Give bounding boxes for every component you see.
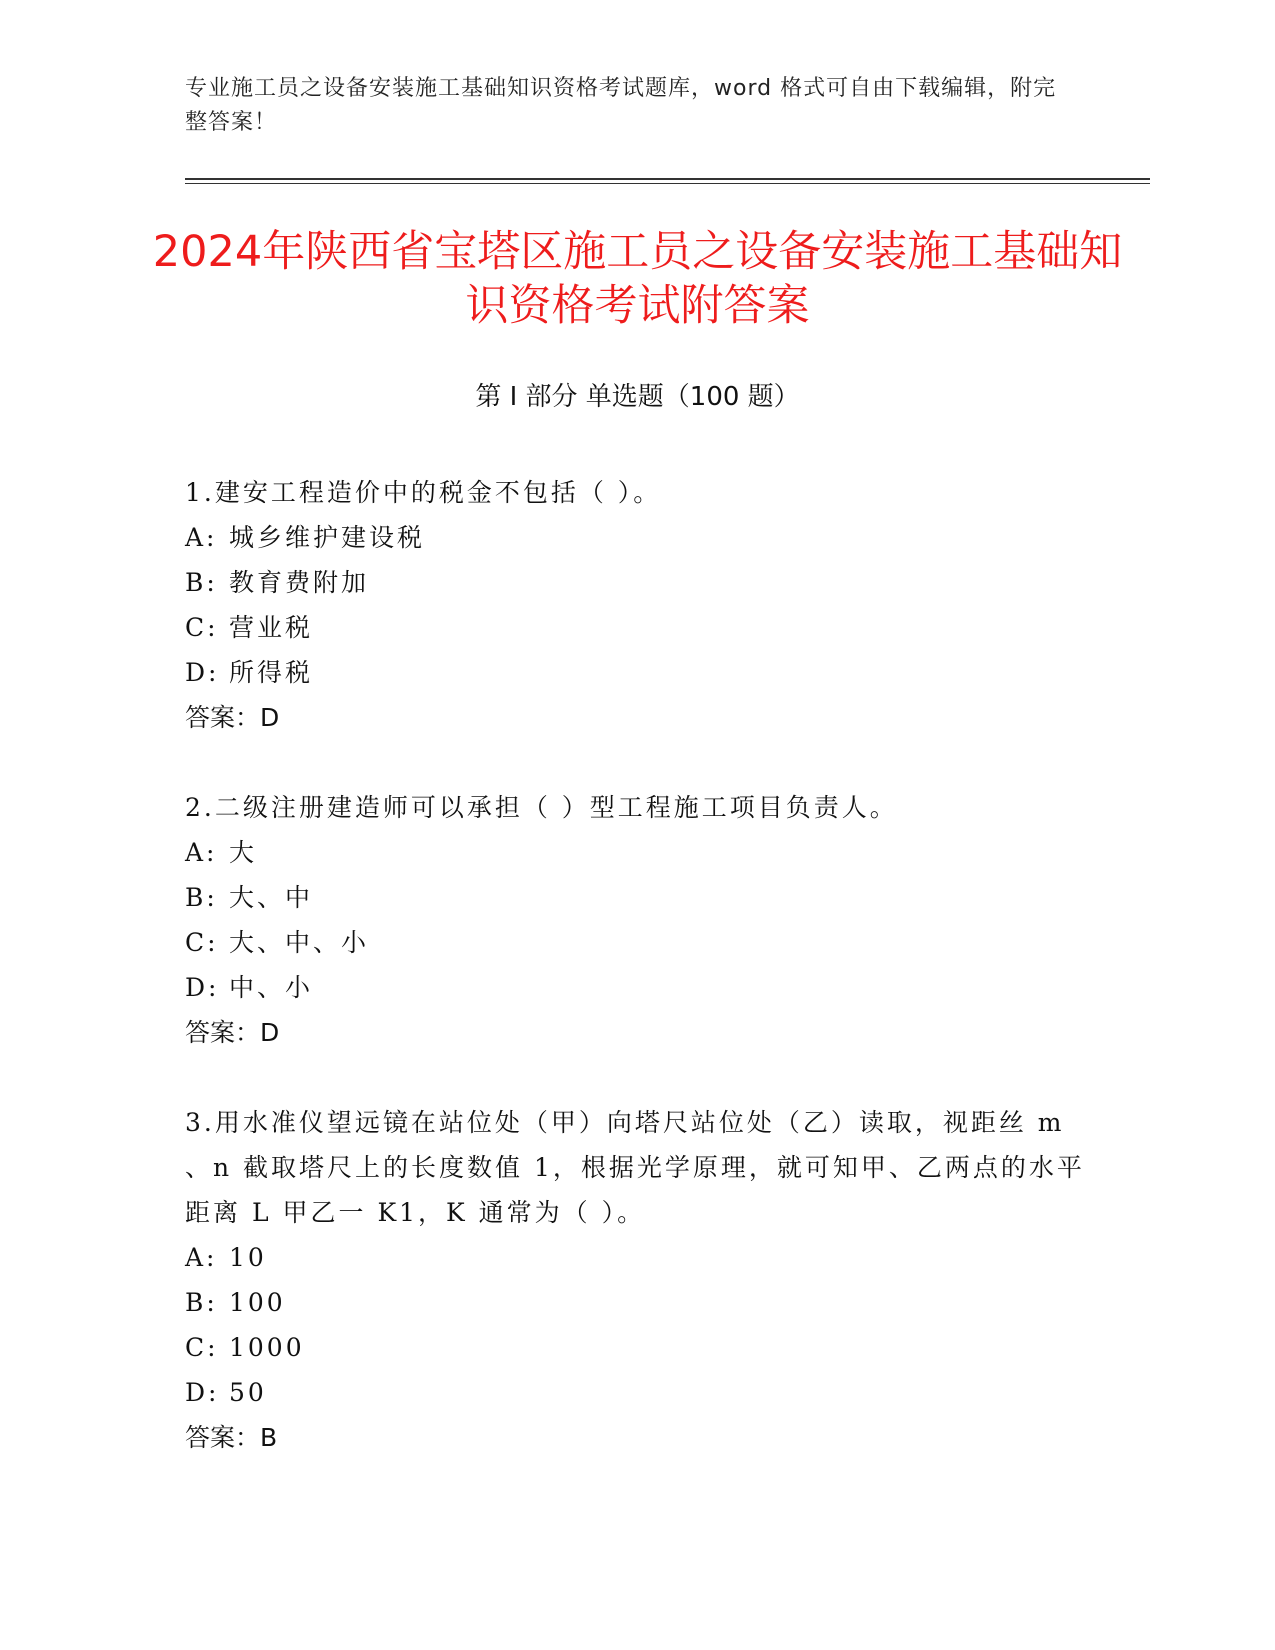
option-key: B: [185,1288,218,1317]
option-key: C: [185,928,219,957]
option-text: 大、中、小 [229,928,370,957]
option-key: C: [185,613,219,642]
option-text: 10 [229,1243,267,1272]
option-text: 营业税 [229,613,314,642]
option-b [185,1280,1085,1325]
option-d [185,1370,1085,1415]
option-text: 大、中 [229,883,314,912]
section-heading: 第 I 部分 单选题（100 题） [475,382,800,412]
option-key: D: [185,658,220,687]
option-a [185,515,1085,560]
option-key: B: [185,883,218,912]
option-b [185,560,1085,605]
answer-line: 答案：B [185,1423,278,1452]
option-c [185,920,1085,965]
option-text: 城乡维护建设税 [229,523,426,552]
option-text: 1000 [229,1333,305,1362]
question-1 [185,470,1085,740]
question-stem: 2.二级注册建造师可以承担（ ）型工程施工项目负责人。 [185,793,898,822]
option-text: 所得税 [229,658,314,687]
question-3 [185,1100,1085,1460]
option-c [185,1325,1085,1370]
option-d [185,965,1085,1010]
option-key: A: [185,523,218,552]
option-text: 100 [229,1288,286,1317]
answer-line: 答案：D [185,703,280,732]
option-a [185,830,1085,875]
question-list [185,470,1085,1505]
option-c [185,605,1085,650]
question-stem: 1.建安工程造价中的税金不包括（ ）。 [185,478,662,507]
document-title: 2024年陕西省宝塔区施工员之设备安装施工基础知识资格考试附答案 [152,227,1123,331]
option-key: B: [185,568,218,597]
option-text: 50 [229,1378,267,1407]
option-key: D: [185,973,220,1002]
header-divider-thin [185,183,1150,184]
option-a [185,1235,1085,1280]
option-text: 教育费附加 [229,568,370,597]
header-note: 专业施工员之设备安装施工基础知识资格考试题库，word 格式可自由下载编辑，附完整答案！ [185,76,1057,135]
option-key: A: [185,838,218,867]
option-key: A: [185,1243,218,1272]
option-b [185,875,1085,920]
option-key: C: [185,1333,219,1362]
option-text: 大 [229,838,258,867]
option-text: 中、小 [229,973,314,1002]
answer-line: 答案：D [185,1018,280,1047]
question-stem: 3.用水准仪望远镜在站位处（甲）向塔尺站位处（乙）读取，视距丝 m 、n 截取塔尺上的长度数值 1，根据光学原理，就可知甲、乙两点的水平距离 L 甲乙一 K1，K 通常为（ ）。 [185,1108,1085,1227]
option-d [185,650,1085,695]
option-key: D: [185,1378,220,1407]
header-divider [185,178,1150,180]
question-2 [185,785,1085,1055]
